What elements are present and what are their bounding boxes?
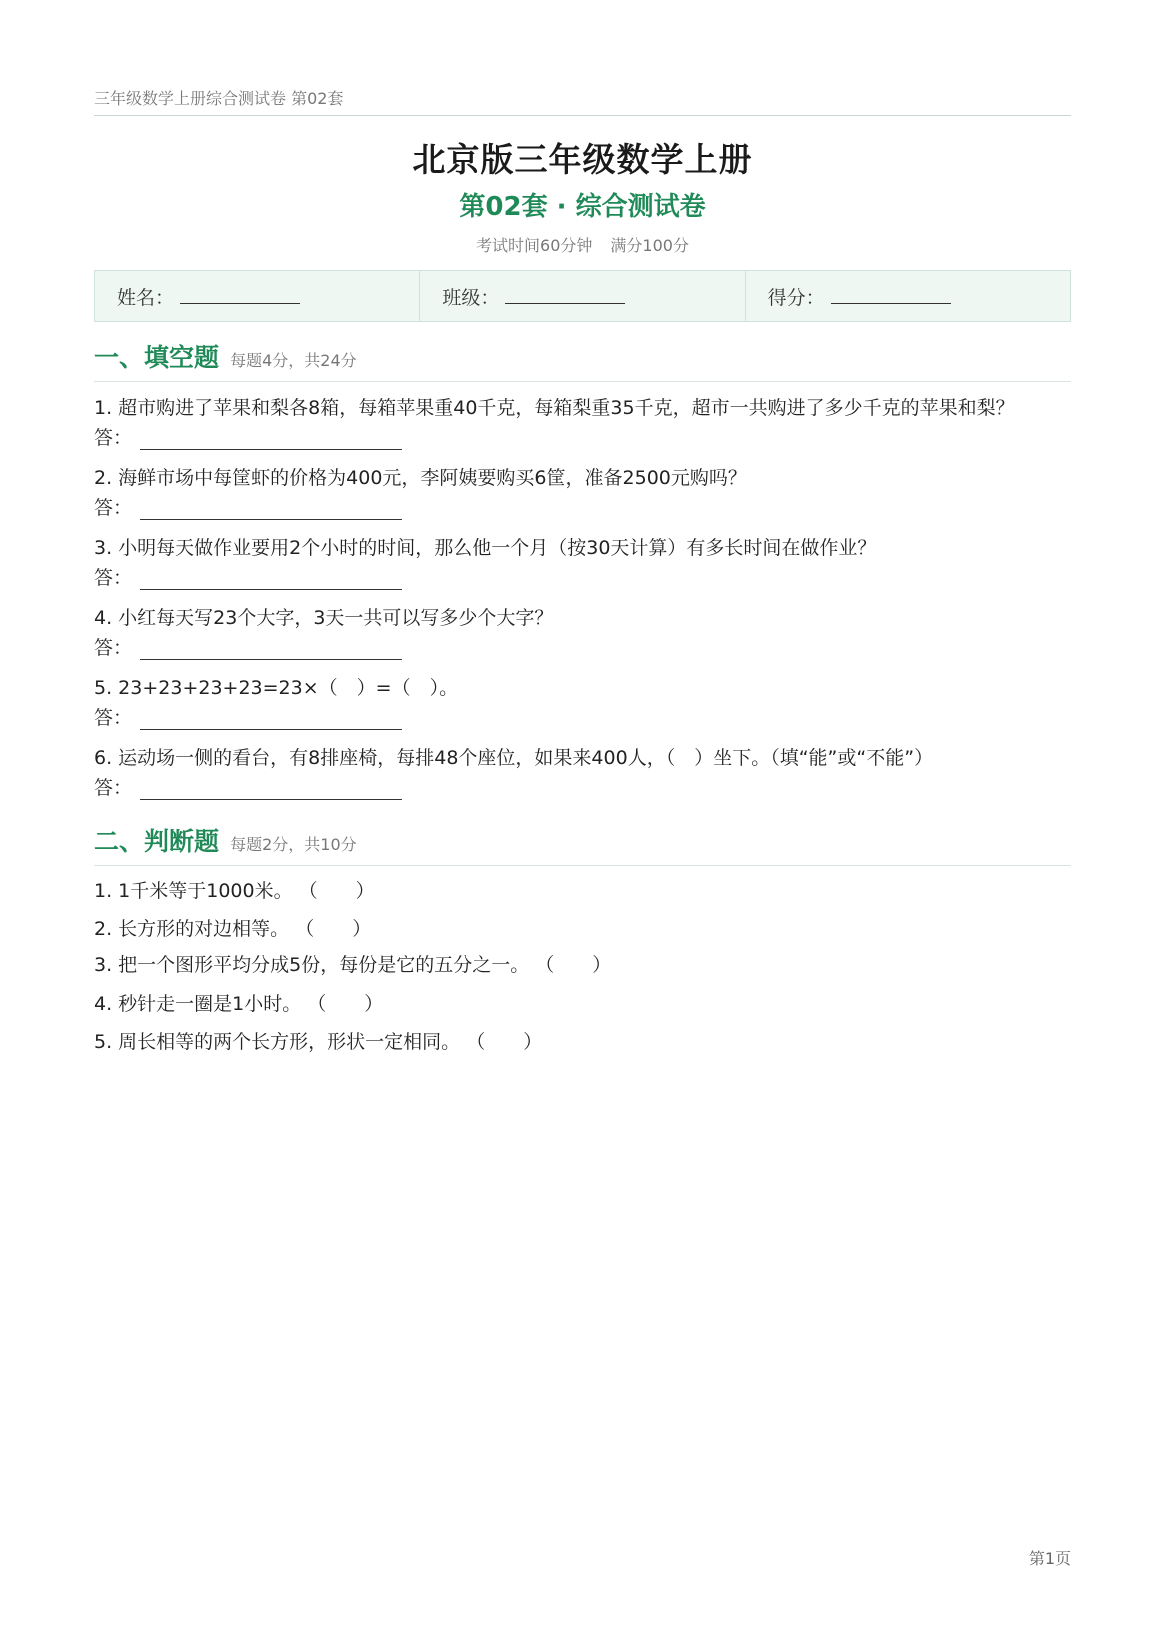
answer-blank-2[interactable] — [140, 501, 402, 520]
header-divider — [94, 115, 1071, 116]
answer-blank-1[interactable] — [140, 431, 402, 450]
name-blank[interactable] — [180, 289, 300, 304]
answer-blank-6[interactable] — [140, 781, 402, 800]
judge-question-5[interactable]: 5. 周长相等的两个长方形，形状一定相同。 （ ） — [94, 1031, 543, 1053]
name-field[interactable] — [95, 271, 420, 321]
section-2-heading — [94, 822, 1071, 858]
fill-question-1: 1. 超市购进了苹果和梨各8箱，每箱苹果重40千克，每箱梨重35千克，超市一共购进了多少千克的苹果和梨？ — [94, 397, 1015, 419]
class-label: 班级： — [442, 286, 500, 309]
judge-question-2[interactable]: 2. 长方形的对边相等。 （ ） — [94, 918, 372, 940]
fill-question-6: 6. 运动场一侧的看台，有8排座椅，每排48个座位，如果来400人，（ ）坐下。（填“能”或“不能”） — [94, 747, 934, 769]
answer-label: 答： — [94, 777, 133, 799]
answer-label: 答： — [94, 427, 133, 449]
page-number: 第1页 — [1028, 1549, 1071, 1568]
fill-question-3: 3. 小明每天做作业要用2个小时的时间，那么他一个月（按30天计算）有多长时间在做作业？ — [94, 537, 877, 559]
answer-blank-3[interactable] — [140, 571, 402, 590]
page-title: 北京版三年级数学上册 — [412, 140, 753, 179]
exam-page — [94, 0, 1071, 1638]
section-1-heading — [94, 338, 1071, 374]
running-title: 三年级数学上册综合测试卷 第02套 — [94, 89, 344, 108]
fill-question-2: 2. 海鲜市场中每筐虾的价格为400元，李阿姨要购买6筐，准备2500元购吗？ — [94, 467, 747, 489]
section-1-title: 一、填空题 — [94, 343, 220, 372]
section-2-title: 二、判断题 — [94, 827, 220, 856]
answer-row-1[interactable] — [94, 423, 402, 450]
answer-row-2[interactable] — [94, 493, 402, 520]
score-field[interactable] — [746, 271, 1070, 321]
section-1-note: 每题4分，共24分 — [230, 351, 357, 370]
class-blank[interactable] — [505, 289, 625, 304]
score-label: 得分： — [767, 286, 825, 309]
fill-question-5: 5. 23+23+23+23=23×（ ）=（ ）。 — [94, 677, 459, 699]
answer-row-5[interactable] — [94, 703, 402, 730]
answer-label: 答： — [94, 637, 133, 659]
answer-row-4[interactable] — [94, 633, 402, 660]
answer-row-3[interactable] — [94, 563, 402, 590]
answer-row-6[interactable] — [94, 773, 402, 800]
answer-label: 答： — [94, 707, 133, 729]
answer-blank-5[interactable] — [140, 711, 402, 730]
answer-label: 答： — [94, 497, 133, 519]
section-2-divider — [94, 865, 1071, 866]
exam-time: 考试时间60分钟 — [476, 236, 593, 255]
exam-full-score: 满分100分 — [610, 236, 689, 255]
exam-meta — [94, 233, 1071, 256]
student-info-box — [94, 270, 1071, 322]
judge-question-1[interactable]: 1. 1千米等于1000米。 （ ） — [94, 880, 375, 902]
score-blank[interactable] — [831, 289, 951, 304]
section-2-note: 每题2分，共10分 — [230, 835, 357, 854]
page-subtitle: 第02套 · 综合测试卷 — [459, 192, 706, 222]
name-label: 姓名： — [117, 286, 175, 309]
answer-blank-4[interactable] — [140, 641, 402, 660]
section-1-divider — [94, 381, 1071, 382]
judge-question-3[interactable]: 3. 把一个图形平均分成5份，每份是它的五分之一。 （ ） — [94, 954, 612, 976]
judge-question-4[interactable]: 4. 秒针走一圈是1小时。 （ ） — [94, 993, 384, 1015]
answer-label: 答： — [94, 567, 133, 589]
class-field[interactable] — [420, 271, 745, 321]
fill-question-4: 4. 小红每天写23个大字，3天一共可以写多少个大字？ — [94, 607, 554, 629]
